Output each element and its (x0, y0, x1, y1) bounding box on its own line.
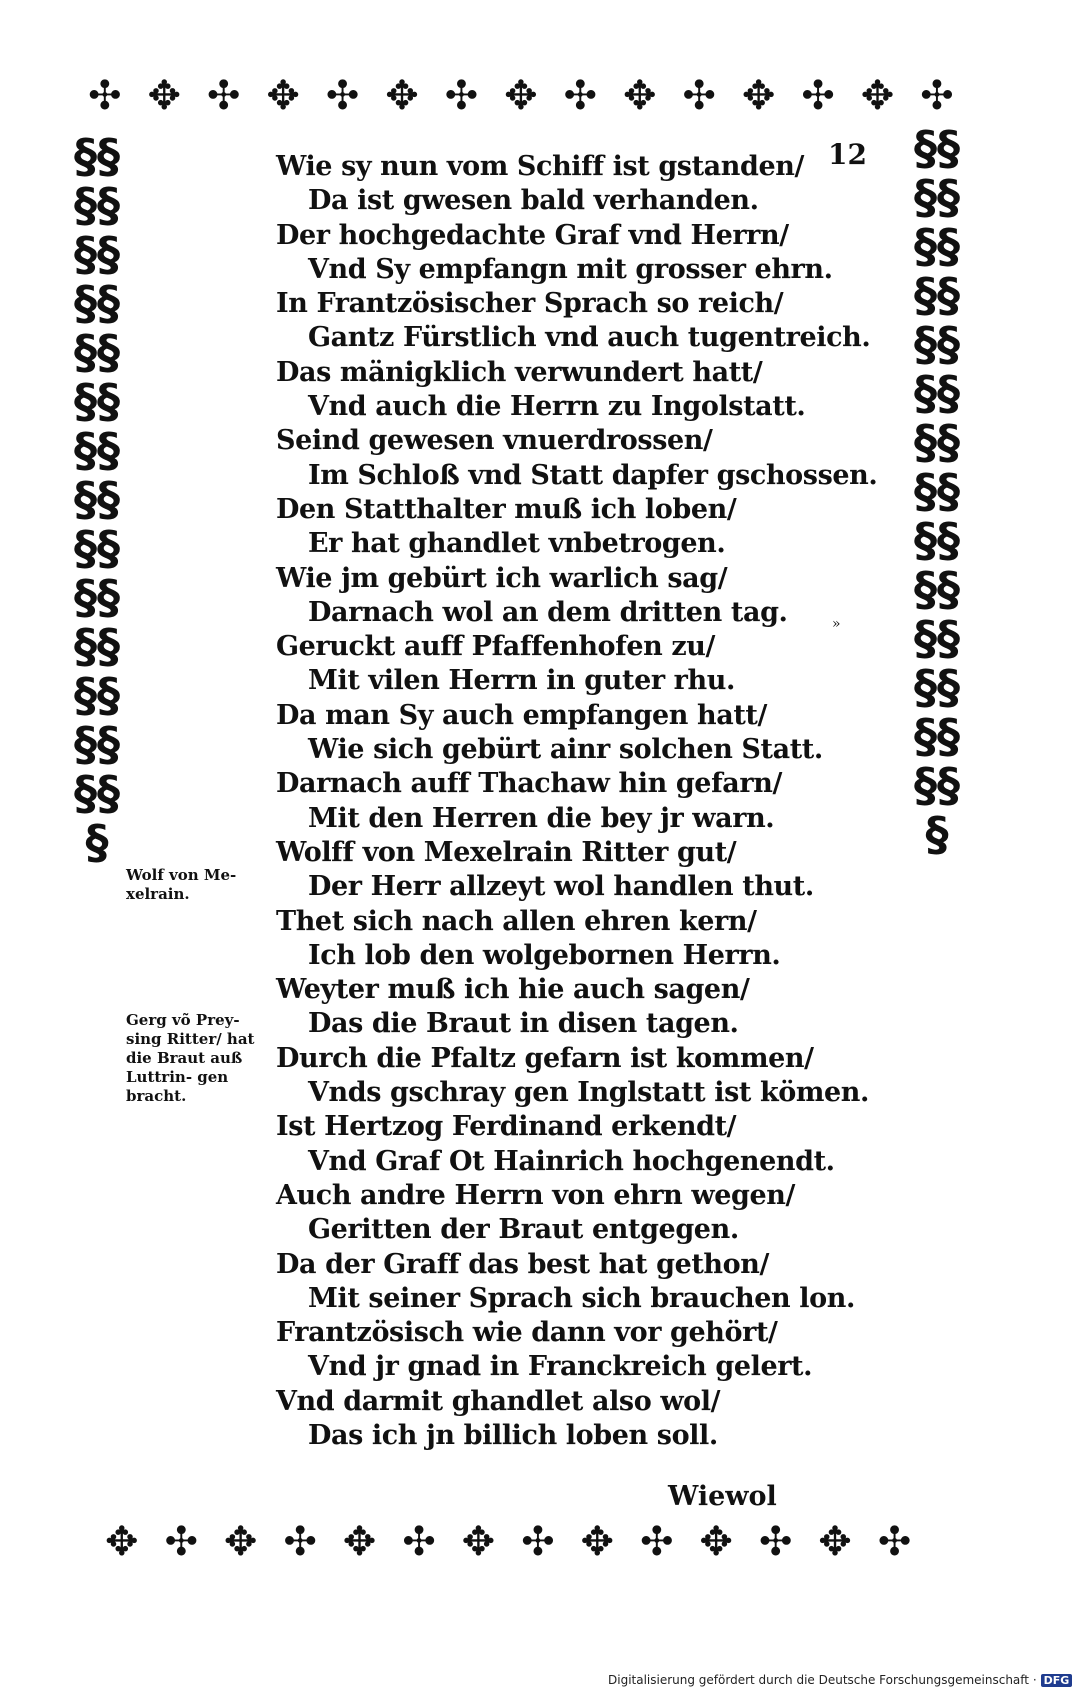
poem-line: Das die Braut in disen tagen. (308, 1008, 739, 1040)
poem-line: Mit vilen Herrn in guter rhu. (308, 665, 735, 697)
poem-line: Ich lob den wolgebornen Herrn. (308, 939, 781, 971)
poem-line: Geritten der Braut entgegen. (308, 1214, 739, 1246)
poem-line: Mit den Herren die bey jr warn. (308, 802, 775, 834)
poem-line: Durch die Pfaltz gefarn ist kommen/ (276, 1042, 814, 1074)
poem-line: Da ist gwesen bald verhanden. (308, 185, 759, 217)
poem-line: Der Herr allzeyt wol handlen thut. (308, 871, 814, 903)
poem-line: Darnach wol an dem dritten tag. (308, 596, 788, 628)
poem-line: Im Schloß vnd Statt dapfer gschossen. (308, 459, 878, 491)
poem-line: Vnds gschray gen Inglstatt ist kömen. (308, 1077, 870, 1109)
poem-line: Vnd Sy empfangn mit grosser ehrn. (308, 253, 833, 285)
poem-line: Das mänigklich verwundert hatt/ (276, 356, 763, 388)
dfg-logo: DFG (1041, 1674, 1072, 1687)
footer-text: Digitalisierung gefördert durch die Deutsche Forschungsgemeinschaft · (608, 1673, 1037, 1687)
poem-line: Weyter muß ich hie auch sagen/ (276, 974, 750, 1006)
poem-line: Gantz Fürstlich vnd auch tugentreich. (308, 322, 871, 354)
margin-note: Wolf von Me- xelrain. (126, 866, 237, 903)
poem-line: Mit seiner Sprach sich brauchen lon. (308, 1282, 855, 1314)
poem-line: Vnd jr gnad in Franckreich gelert. (308, 1351, 813, 1383)
poem-line: Auch andre Herrn von ehrn wegen/ (276, 1179, 795, 1211)
poem-line: Wie sy nun vom Schiff ist gstanden/ (276, 151, 804, 182)
poem-line: Frantzösisch wie dann vor gehört/ (276, 1317, 778, 1349)
poem-line: Da man Sy auch empfangen hatt/ (276, 699, 767, 731)
catchword: Wiewol (668, 1481, 777, 1512)
poem-line: Da der Graff das best hat gethon/ (276, 1248, 769, 1280)
poem-line: In Frantzösischer Sprach so reich/ (276, 288, 784, 320)
poem-line: Wolff von Mexelrain Ritter gut/ (276, 836, 737, 868)
page-number: 12 (828, 138, 867, 171)
poem-line: Wie sich gebürt ainr solchen Statt. (308, 734, 823, 766)
poem-line: Vnd auch die Herrn zu Ingolstatt. (308, 391, 806, 423)
margin-note: Gerg võ Prey- sing Ritter/ hat die Braut auß Luttrin- gen bracht. (126, 1011, 255, 1105)
poem-line: Thet sich nach allen ehren kern/ (276, 905, 757, 937)
stray-mark: » (832, 616, 841, 632)
poem-line: Der hochgedachte Graf vnd Herrn/ (276, 219, 789, 251)
poem-line: Darnach auff Thachaw hin gefarn/ (276, 768, 782, 800)
ornament-border-left: §§§§§§§§§§§§§§§§§§§§§§§§§§§§§ (74, 129, 120, 869)
poem-line: Ist Hertzog Ferdinand erkendt/ (276, 1111, 737, 1143)
ornament-border-right: §§§§§§§§§§§§§§§§§§§§§§§§§§§§§ (914, 121, 960, 861)
digitization-footer (608, 1673, 1072, 1687)
poem-line: Vnd darmit ghandlet also wol/ (276, 1385, 721, 1417)
poem-line: Wie jm gebürt ich warlich sag/ (276, 562, 728, 594)
ornament-border-top: ✣ ✥ ✣ ✥ ✣ ✥ ✣ ✥ ✣ ✥ ✣ ✥ ✣ ✥ ✣ (88, 73, 960, 119)
poem-line: Das ich jn billich loben soll. (308, 1419, 718, 1451)
poem-line: Seind gewesen vnuerdrossen/ (276, 425, 713, 457)
poem-line: Den Statthalter muß ich loben/ (276, 493, 737, 525)
poem-line: Er hat ghandlet vnbetrogen. (308, 528, 726, 560)
ornament-border-bottom: ✥ ✣ ✥ ✣ ✥ ✣ ✥ ✣ ✥ ✣ ✥ ✣ ✥ ✣ (105, 1519, 918, 1565)
poem-line: Vnd Graf Ot Hainrich hochgenendt. (308, 1145, 835, 1177)
poem-line: Geruckt auff Pfaffenhofen zu/ (276, 631, 716, 663)
